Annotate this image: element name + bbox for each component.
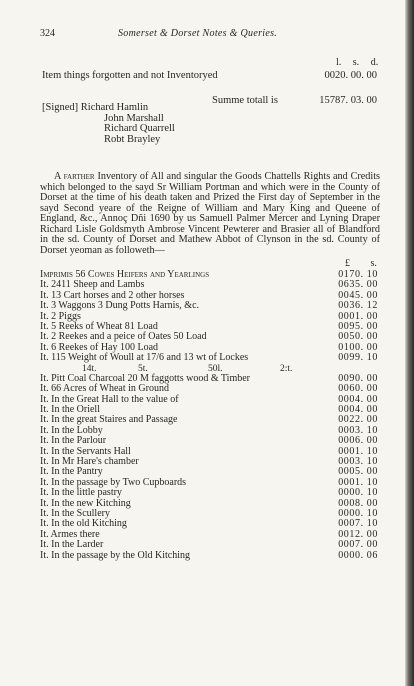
row-value: 0060. 00: [338, 383, 378, 395]
row-value: 0000. 10: [338, 487, 378, 499]
row-value: 0001. 00: [338, 310, 378, 322]
signatures-block: [42, 103, 175, 145]
paragraph-body: Inventory of All and singular the Goods Chattells Rights and Credits which belonged to the sayd Sr William Portman and which were in the County of Dorset at the time of his death taken and Prized the First day of September in the sayd Second yeare of the Reigne of William and Mary King and Queene of England, &c., Annoç Dñi 1690 by us Samuell Palmer Mercer and Lyning Draper Richard Lisle Goldsmyth Ambrose Vincent Pewterer and Brasier all of Blandford in the sd. County of Dorset and Mathew Abbot of Clynson in the sd. County of Dorset yeoman as followeth—: [40, 171, 381, 256]
row-label: It. In the Great Hall to the value of: [40, 393, 179, 405]
page-number: 324: [40, 28, 55, 39]
row-label: It. 66 Acres of Wheat in Ground: [40, 383, 169, 395]
row-label: It. In the Scullery: [40, 507, 110, 519]
row-label: It. In the great Staires and Passage: [40, 414, 178, 426]
row-label: It. 2411 Sheep and Lambs: [40, 279, 145, 291]
row-value: 0003. 10: [338, 456, 378, 468]
row-value: 0000. 06: [338, 549, 378, 561]
inventory-row: [40, 551, 378, 561]
row-value: 0007. 10: [338, 518, 378, 530]
row-label: It. In the Parlour: [40, 435, 107, 447]
inventory-row: [40, 540, 378, 550]
row-label: It. In the new Kitching: [40, 497, 131, 509]
row-label: It. In the Larder: [40, 539, 104, 551]
row-value: 0090. 00: [338, 372, 378, 384]
wool-detail: 14t.: [82, 363, 97, 374]
row-value: 0045. 00: [338, 289, 378, 301]
row-value: 0003. 10: [338, 424, 378, 436]
row-label: It. In the Servants Hall: [40, 445, 131, 457]
wool-detail: 50l.: [208, 363, 223, 374]
inventory-row: [40, 301, 378, 311]
inventory-list: [40, 270, 378, 561]
row-label: It. In the passage by the Old Kitching: [40, 549, 190, 561]
item-forgotten-label: Item things forgotten and not Inventoryed: [42, 70, 218, 81]
summe-label: Summe totall is: [212, 95, 278, 106]
row-label: It. In the old Kitching: [40, 518, 127, 530]
row-label: It. Pitt Coal Charcoal 20 M faggotts wood & Timber: [40, 372, 250, 384]
row-label: It. 13 Cart horses and 2 other horses: [40, 289, 185, 301]
row-label: Imprimis 56 Cowes Heifers and Yearlings: [40, 269, 210, 280]
row-value: 0001. 10: [338, 476, 378, 488]
shillings-symbol: s.: [370, 258, 377, 269]
signature-line: Richard Quarrell: [104, 123, 175, 134]
row-value: 0006. 00: [338, 435, 378, 447]
running-head: [40, 28, 375, 44]
row-value: 0001. 10: [338, 445, 378, 457]
row-label: It. In the little pastry: [40, 487, 122, 499]
money-column-head: [336, 57, 387, 68]
wool-detail: 5t.: [138, 363, 148, 374]
row-label: It. In the Lobby: [40, 424, 103, 436]
row-label: It. 2 Reekes and a peice of Oates 50 Load: [40, 331, 207, 343]
row-value: 0170. 10: [338, 269, 378, 280]
pounds-symbol: £: [345, 258, 350, 269]
row-value: 0012. 00: [338, 528, 378, 540]
row-value: 0022. 00: [338, 414, 378, 426]
row-label: It. In the Oriell: [40, 404, 100, 416]
row-label: It. In Mr Hare's chamber: [40, 456, 139, 468]
inventory-row: [40, 353, 378, 363]
row-value: 0005. 00: [338, 466, 378, 478]
paragraph-lead: A farther: [54, 171, 95, 182]
row-value: 0004. 00: [338, 404, 378, 416]
running-title: Somerset & Dorset Notes & Queries.: [118, 28, 278, 39]
row-value: 0635. 00: [338, 279, 378, 291]
row-value: 0007. 00: [338, 539, 378, 551]
signature-line: Robt Brayley: [104, 133, 161, 145]
signature-line: [Signed] Richard Hamlin: [42, 102, 149, 113]
row-value: 0004. 00: [338, 393, 378, 405]
row-value: 0099. 10: [338, 352, 378, 364]
book-spine: [405, 0, 414, 686]
row-value: 0008. 00: [338, 497, 378, 509]
row-label: It. In the passage by Two Cupboards: [40, 476, 187, 488]
item-forgotten-line: [42, 70, 377, 81]
row-label: It. Armes there: [40, 528, 100, 540]
item-forgotten-amount: 0020. 00. 00: [324, 70, 377, 81]
row-value: 0036. 12: [338, 300, 378, 312]
row-label: It. 5 Reeks of Wheat 81 Load: [40, 320, 158, 332]
summe-amount: 15787. 03. 00: [319, 95, 377, 106]
pounds-head: l.: [336, 57, 342, 68]
signature-line: John Marshall: [104, 112, 164, 124]
row-label: It. In the Pantry: [40, 466, 103, 478]
row-value: 0095. 00: [338, 320, 378, 332]
shillings-head: s.: [352, 57, 360, 68]
inventory-paragraph: [40, 172, 380, 256]
wool-detail: 2:t.: [280, 363, 293, 374]
row-label: It. 115 Weight of Woull at 17/6 and 13 wt of Lockes: [40, 352, 249, 364]
summe-totall-line: [212, 95, 377, 106]
row-value: 0100. 00: [338, 341, 378, 353]
row-value: 0050. 00: [338, 331, 378, 343]
row-label: It. 2 Piggs: [40, 310, 81, 322]
row-value: 0000. 10: [338, 507, 378, 519]
value-column-head: [345, 258, 395, 269]
row-label: It. 3 Waggons 3 Dung Potts Harnis, &c.: [40, 300, 200, 312]
row-label: It. 6 Reekes of Hay 100 Load: [40, 341, 159, 353]
pence-head: d.: [370, 57, 379, 68]
